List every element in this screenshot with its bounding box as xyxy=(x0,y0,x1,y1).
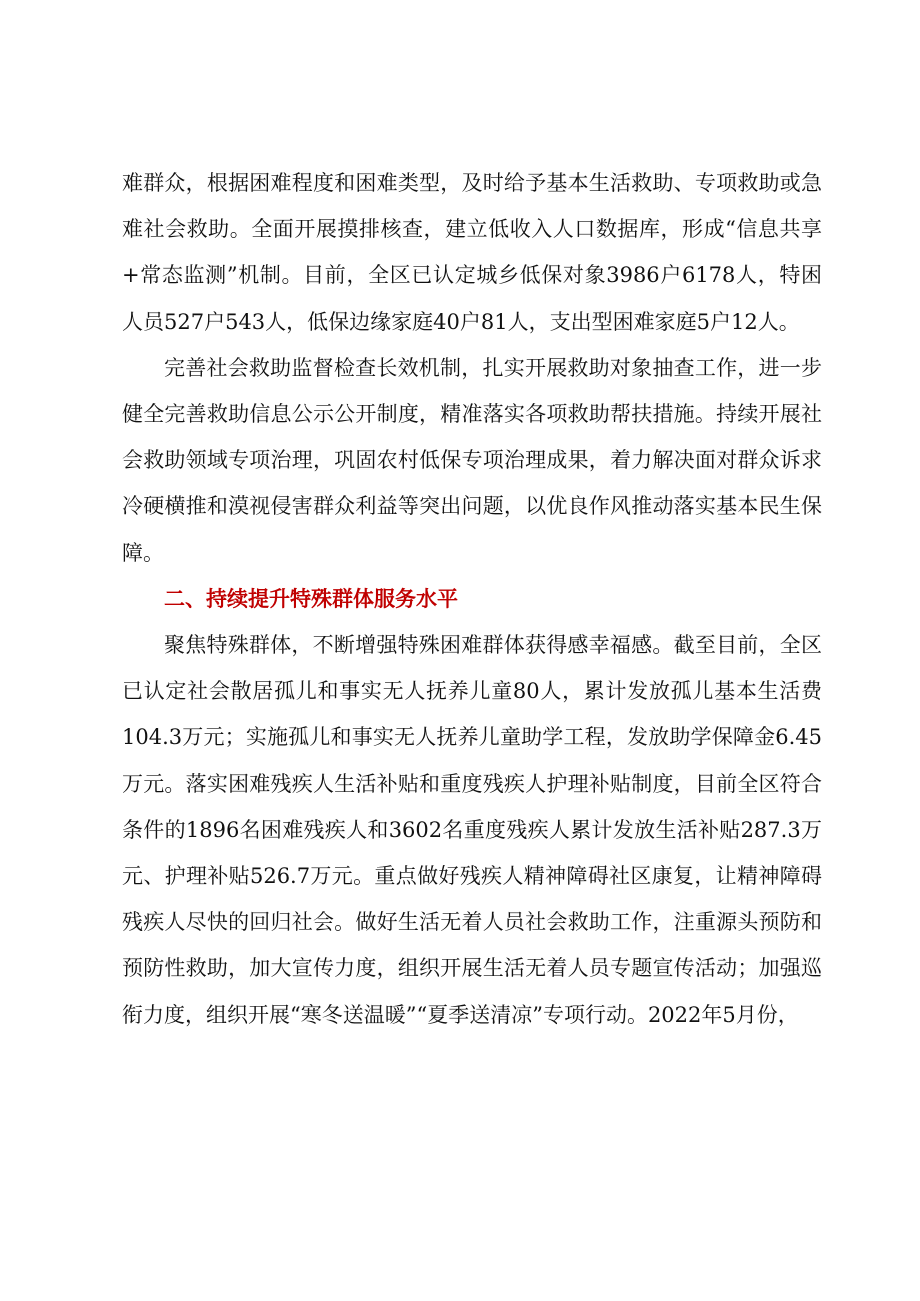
paragraph-special-groups: 聚焦特殊群体，不断增强特殊困难群体获得感幸福感。截至目前，全区已认定社会散居孤儿和事实无人抚养儿童80人，累计发放孤儿基本生活费104.3万元；实施孤儿和事实无人抚养儿童助学工程，发放助学保障金6.45万元。落实困难残疾人生活补贴和重度残疾人护理补贴制度，目前全区符合条件的1896名困难残疾人和3602名重度残疾人累计发放生活补贴287.3万元、护理补贴526.7万元。重点做好残疾人精神障碍社区康复，让精神障碍残疾人尽快的回归社会。做好生活无着人员社会救助工作，注重源头预防和预防性救助，加大宣传力度，组织开展生活无着人员专题宣传活动；加强巡衔力度，组织开展“寒冬送温暖”“夏季送清凉”专项行动。2022年5月份， xyxy=(122,633,822,1027)
section-heading-special-groups: 二、持续提升特殊群体服务水平 xyxy=(164,586,458,611)
document-body xyxy=(122,160,822,1038)
paragraph-social-assistance-continuation: 难群众，根据困难程度和困难类型，及时给予基本生活救助、专项救助或急难社会救助。全面开展摸排核查，建立低收入人口数据库，形成“信息共享+常态监测”机制。目前，全区已认定城乡低保对象3986户6178人，特困人员527户543人，低保边缘家庭40户81人，支出型困难家庭5户12人。 xyxy=(122,171,822,334)
paragraph-supervision-mechanism: 完善社会救助监督检查长效机制，扎实开展救助对象抽查工作，进一步健全完善救助信息公示公开制度，精准落实各项救助帮扶措施。持续开展社会救助领域专项治理，巩固农村低保专项治理成果，着力解决面对群众诉求冷硬横推和漠视侵害群众利益等突出问题，以优良作风推动落实基本民生保障。 xyxy=(122,355,822,565)
